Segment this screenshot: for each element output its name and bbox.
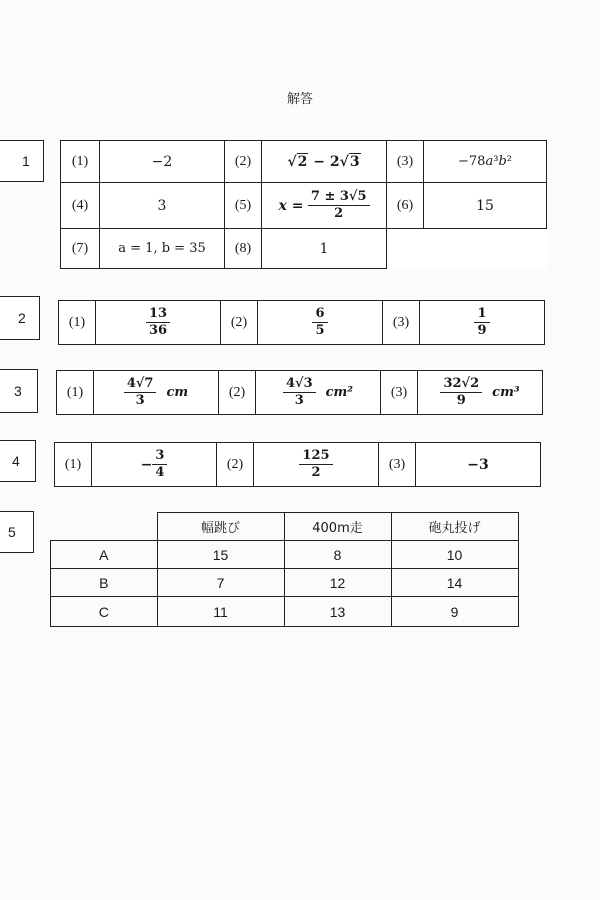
question-3-number: 3 [14, 383, 22, 399]
question-4-number: 4 [12, 453, 20, 469]
question-4-label [0, 440, 36, 482]
q2-item-1-num: (1) [59, 301, 96, 345]
question-5-number: 5 [8, 524, 16, 540]
q3-item-3-num: (3) [381, 371, 418, 415]
q3-item-2-answer: $\frac{4√3}{3}$ cm² [256, 371, 381, 415]
question-1-label [0, 140, 44, 182]
table-row [51, 541, 519, 569]
q1-item-7-answer: a = 1, b = 35 [100, 229, 225, 269]
question-5-label [0, 511, 34, 553]
q3-item-1-answer: $\frac{4√7}{3}$ cm [94, 371, 219, 415]
q5-header-long-jump: 幅跳び [157, 513, 284, 541]
q3-item-1-num: (1) [57, 371, 94, 415]
q5-row-name: A [51, 541, 158, 569]
q5-cell: 10 [391, 541, 518, 569]
q3-item-2-num: (2) [219, 371, 256, 415]
q2-item-3-num: (3) [383, 301, 420, 345]
q4-item-3-answer: −3 [416, 443, 541, 487]
q4-item-3-num: (3) [379, 443, 416, 487]
q1-item-5-answer: x = $\frac{7 \pm 3√5}{2}$ [262, 183, 387, 229]
q5-cell: 12 [284, 569, 391, 597]
q5-cell: 9 [391, 597, 518, 627]
q4-item-1-answer: − $\frac{3}{4}$ [92, 443, 217, 487]
q5-cell: 15 [157, 541, 284, 569]
question-2-label [0, 296, 40, 340]
q1-item-6-num: (6) [387, 183, 424, 229]
question-5-table [50, 512, 519, 627]
q5-row-name: B [51, 569, 158, 597]
q5-cell: 14 [391, 569, 518, 597]
question-3-label [0, 369, 38, 413]
q1-item-1-num: (1) [61, 141, 100, 183]
q2-item-2-num: (2) [221, 301, 258, 345]
q2-item-3-answer: $\frac{1}{9}$ [420, 301, 545, 345]
q1-item-3-answer: −78a³b² [424, 141, 547, 183]
q3-item-3-answer: $\frac{32√2}{9}$ cm³ [418, 371, 543, 415]
q1-item-8-num: (8) [225, 229, 262, 269]
q1-item-1-answer: −2 [100, 141, 225, 183]
q1-item-4-num: (4) [61, 183, 100, 229]
q4-item-2-answer: $\frac{125}{2}$ [254, 443, 379, 487]
q5-cell: 11 [157, 597, 284, 627]
q1-item-2-answer: √2 − 2√3 [262, 141, 387, 183]
page-title: 解答 [286, 92, 313, 107]
q2-item-1-answer: $\frac{13}{36}$ [96, 301, 221, 345]
table-row [51, 569, 519, 597]
question-1-number: 1 [22, 153, 30, 169]
q2-item-2-answer: $\frac{6}{5}$ [258, 301, 383, 345]
q1-item-4-answer: 3 [100, 183, 225, 229]
q5-header-400m: 400m走 [284, 513, 391, 541]
q1-item-8-answer: 1 [262, 229, 387, 269]
q5-cell: 7 [157, 569, 284, 597]
question-3-answer-table [56, 370, 543, 415]
q1-item-3-num: (3) [387, 141, 424, 183]
q5-cell: 8 [284, 541, 391, 569]
question-1-answer-table [60, 140, 547, 269]
q5-header-shot-put: 砲丸投げ [391, 513, 518, 541]
q1-item-2-num: (2) [225, 141, 262, 183]
q1-item-5-num: (5) [225, 183, 262, 229]
table-row [51, 597, 519, 627]
question-4-answer-table [54, 442, 541, 487]
q4-item-2-num: (2) [217, 443, 254, 487]
q5-cell: 13 [284, 597, 391, 627]
question-2-answer-table [58, 300, 545, 345]
q1-item-7-num: (7) [61, 229, 100, 269]
q1-item-6-answer: 15 [424, 183, 547, 229]
q5-row-name: C [51, 597, 158, 627]
q4-item-1-num: (1) [55, 443, 92, 487]
question-2-number: 2 [18, 310, 26, 326]
